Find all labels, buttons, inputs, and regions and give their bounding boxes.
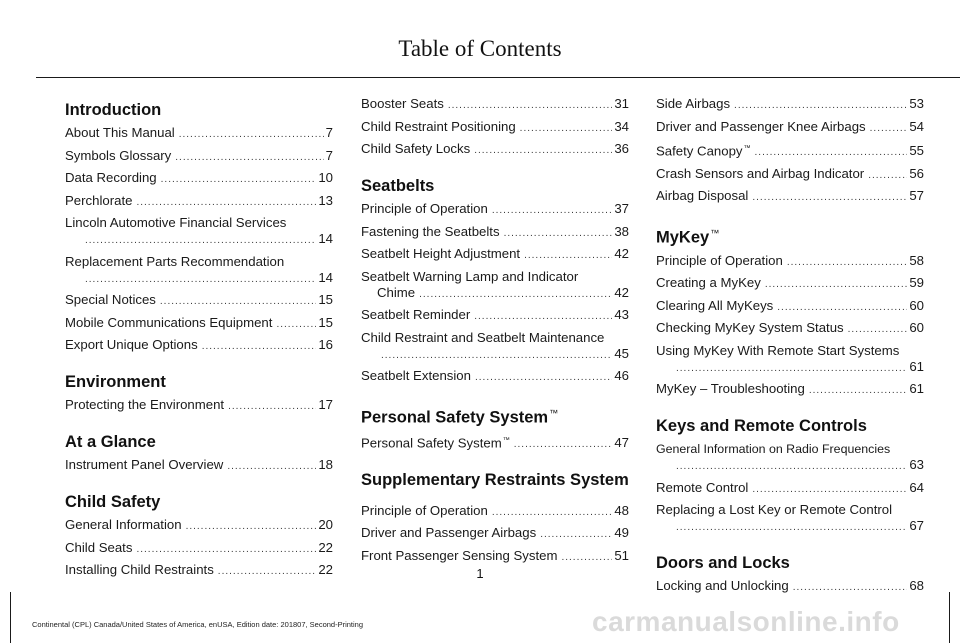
toc-entry[interactable] <box>361 246 629 264</box>
entry-line <box>361 548 629 566</box>
entry-page-number: 18 <box>318 457 333 472</box>
dot-leader <box>186 519 317 535</box>
dot-leader <box>765 277 908 293</box>
entry-line <box>361 224 629 242</box>
entry-title <box>65 215 286 231</box>
dot-leader <box>136 195 316 211</box>
entry-title <box>65 315 272 331</box>
entry-line <box>656 119 924 137</box>
entry-line <box>65 170 333 188</box>
entry-line <box>361 269 629 285</box>
entry-title-text: Driver and Passenger Knee Airbags <box>656 118 866 134</box>
toc-entry[interactable] <box>656 96 924 114</box>
trademark-symbol: ™ <box>743 145 751 152</box>
entry-title-text: Lincoln Automotive Financial Services <box>65 215 287 230</box>
entry-page-number: 47 <box>614 434 629 450</box>
entry-page-number: 63 <box>909 457 924 473</box>
entry-title-text: Locking and Unlocking <box>656 578 789 594</box>
entry-page-number: 68 <box>909 578 924 594</box>
entry-title-text: Driver and Passenger Airbags <box>361 525 537 541</box>
entry-line <box>656 166 924 184</box>
entry-title-text: General Information on Radio Frequencies <box>656 442 891 457</box>
toc-entry[interactable] <box>656 141 924 161</box>
entry-page-number: 7 <box>325 147 333 163</box>
entry-title-text: Special Notices <box>65 292 156 307</box>
entry-title <box>656 298 773 314</box>
entry-title <box>361 269 578 285</box>
section-heading <box>656 415 924 437</box>
entry-page-number: 53 <box>909 96 924 111</box>
entry-title <box>361 548 557 564</box>
entry-title <box>361 307 470 323</box>
entry-title <box>65 517 182 533</box>
entry-page-number: 45 <box>614 345 629 361</box>
toc-entry[interactable] <box>361 96 629 114</box>
entry-title-text: Side Airbags <box>656 96 731 111</box>
toc-entry[interactable] <box>361 224 629 242</box>
entry-title-text: Front Passenger Sensing System <box>361 547 558 563</box>
trademark-symbol: ™ <box>710 228 720 239</box>
entry-page-number: 49 <box>614 525 629 541</box>
toc-entry[interactable] <box>656 275 924 293</box>
entry-title <box>361 119 516 135</box>
entry-title-text: Clearing All MyKeys <box>656 297 774 313</box>
entry-line <box>361 201 629 219</box>
toc-entry[interactable] <box>361 433 629 453</box>
entry-title <box>361 525 536 541</box>
toc-column-2 <box>361 96 629 570</box>
toc-column-3 <box>656 96 924 601</box>
entry-title-text: Crash Sensors and Airbag Indicator <box>656 165 865 181</box>
entry-page-number: 13 <box>318 192 333 208</box>
entry-page-number: 22 <box>318 539 333 555</box>
entry-page-number: 31 <box>614 96 629 111</box>
section-heading-text: Personal Safety System <box>361 408 549 427</box>
entry-page-number: 22 <box>318 562 333 577</box>
dot-leader <box>809 383 908 399</box>
entry-line <box>65 254 333 270</box>
dot-leader <box>474 143 612 159</box>
entry-page-number: 37 <box>614 201 629 216</box>
dot-leader <box>381 348 612 364</box>
toc-entry[interactable] <box>656 381 924 399</box>
entry-page-number: 48 <box>614 502 629 518</box>
entry-line <box>656 320 924 338</box>
dot-leader <box>475 370 612 386</box>
entry-page-number: 54 <box>909 118 924 134</box>
entry-line <box>361 141 629 159</box>
entry-title <box>656 141 751 159</box>
entry-title-text: Data Recording <box>65 170 157 185</box>
entry-page-number: 61 <box>909 381 924 397</box>
dot-leader <box>276 317 316 333</box>
entry-page-number: 10 <box>318 170 333 185</box>
toc-entry[interactable] <box>361 201 629 219</box>
entry-line <box>65 125 333 143</box>
entry-continuation <box>361 346 629 364</box>
entry-title <box>656 253 783 269</box>
toc-entry[interactable] <box>65 215 333 249</box>
entry-title-text: Safety Canopy <box>656 143 743 159</box>
dot-leader <box>448 98 612 114</box>
entry-title <box>361 201 488 217</box>
entry-line <box>656 441 924 457</box>
entry-line <box>656 381 924 399</box>
entry-title-text: Replacement Parts Recommendation <box>65 253 285 269</box>
dot-leader <box>419 287 612 303</box>
entry-title <box>656 343 899 359</box>
entry-title <box>65 170 157 186</box>
entry-title-text: Principle of Operation <box>656 252 783 268</box>
toc-entry[interactable] <box>65 315 333 333</box>
dot-leader <box>136 542 316 558</box>
dot-leader <box>161 172 317 188</box>
section-heading-text: Seatbelts <box>361 177 435 195</box>
toc-entry[interactable] <box>65 457 333 475</box>
entry-line <box>65 292 333 310</box>
entry-page-number: 15 <box>318 292 333 307</box>
toc-entry[interactable] <box>65 292 333 310</box>
entry-title <box>361 141 470 157</box>
toc-entry[interactable] <box>361 119 629 137</box>
entry-page-number: 64 <box>909 479 924 495</box>
toc-entry[interactable] <box>656 298 924 316</box>
section-heading <box>65 431 333 453</box>
entry-title-text: Child Seats <box>65 539 133 555</box>
entry-title-text: Export Unique Options <box>65 337 198 352</box>
entry-line <box>65 193 333 211</box>
dot-leader <box>492 505 613 521</box>
toc-entry[interactable] <box>656 253 924 271</box>
entry-title <box>361 330 604 346</box>
dot-leader <box>848 322 908 338</box>
section-heading-text: At a Glance <box>65 433 156 451</box>
section-heading-text: Doors and Locks <box>656 554 790 573</box>
entry-line <box>361 330 629 346</box>
entry-title-text: Using MyKey With Remote Start Systems <box>656 342 900 358</box>
entry-page-number: 15 <box>318 314 333 330</box>
toc-entry[interactable] <box>361 141 629 159</box>
entry-line <box>656 141 924 161</box>
entry-line <box>361 119 629 137</box>
entry-title-text: Protecting the Environment <box>65 397 225 412</box>
section-heading <box>65 99 333 121</box>
entry-title-text: Installing Child Restraints <box>65 562 214 577</box>
entry-title-text: Instrument Panel Overview <box>65 457 224 472</box>
entry-page-number: 7 <box>325 125 333 140</box>
entry-line <box>361 368 629 386</box>
entry-title-text: Booster Seats <box>361 96 444 111</box>
entry-page-number: 43 <box>614 307 629 322</box>
entry-line <box>656 275 924 293</box>
dot-leader <box>561 550 612 566</box>
dot-leader <box>752 190 907 206</box>
entry-title <box>656 502 892 518</box>
entry-title <box>65 125 175 141</box>
trademark-symbol: ™ <box>502 436 510 444</box>
entry-title-text: Symbols Glossary <box>65 147 172 163</box>
entry-title <box>65 193 132 209</box>
toc-entry[interactable] <box>361 503 629 521</box>
entry-page-number: 34 <box>614 118 629 134</box>
entry-page-number: 55 <box>909 143 924 159</box>
dot-leader <box>676 520 907 536</box>
toc-entry[interactable] <box>65 170 333 188</box>
entry-title-text: MyKey – Troubleshooting <box>656 381 805 397</box>
dot-leader <box>524 248 612 264</box>
entry-title <box>65 292 156 308</box>
entry-line <box>65 457 333 475</box>
dot-leader <box>514 437 613 453</box>
toc-entry[interactable] <box>361 368 629 386</box>
entry-title <box>361 433 510 451</box>
entry-page-number: 59 <box>909 275 924 291</box>
entry-continuation <box>656 457 924 475</box>
entry-title-text: Checking MyKey System Status <box>656 320 844 336</box>
entry-line <box>361 246 629 264</box>
entry-page-number: 60 <box>909 297 924 313</box>
entry-title-text: Mobile Communications Equipment <box>65 314 273 330</box>
dot-leader <box>85 272 316 288</box>
dot-leader <box>793 580 908 596</box>
entry-continuation <box>656 359 924 377</box>
toc-entry[interactable] <box>656 320 924 338</box>
section-heading <box>656 222 924 249</box>
dot-leader <box>227 459 316 475</box>
toc-entry[interactable] <box>656 166 924 184</box>
dot-leader <box>160 294 316 310</box>
crop-mark-left <box>10 592 11 643</box>
entry-line <box>65 337 333 355</box>
entry-line <box>656 480 924 498</box>
title-rule <box>36 77 960 78</box>
entry-title-text: General Information <box>65 517 182 532</box>
page-title: Table of Contents <box>398 36 562 61</box>
entry-title-text: Seatbelt Reminder <box>361 307 471 322</box>
dot-leader <box>676 361 907 377</box>
dot-leader <box>870 121 908 137</box>
entry-line <box>65 397 333 415</box>
entry-page-number: 58 <box>909 252 924 268</box>
toc-entry[interactable] <box>656 502 924 536</box>
entry-title-text: Seatbelt Warning Lamp and Indicator <box>361 268 579 284</box>
entry-page-number: 51 <box>614 547 629 563</box>
entry-line <box>656 96 924 114</box>
entry-line <box>65 540 333 558</box>
entry-line <box>65 517 333 535</box>
entry-title <box>361 368 471 384</box>
entry-page-number: 57 <box>909 188 924 204</box>
trademark-symbol: ™ <box>549 408 559 418</box>
entry-line <box>656 578 924 596</box>
entry-title <box>65 254 284 270</box>
dot-leader <box>474 309 612 325</box>
entry-continuation <box>656 518 924 536</box>
section-heading-text: MyKey <box>656 228 710 247</box>
entry-page-number: 67 <box>909 518 924 534</box>
entry-page-number: 16 <box>318 337 333 352</box>
entry-title <box>656 119 866 135</box>
entry-title-text: Replacing a Lost Key or Remote Control <box>656 502 893 518</box>
watermark: carmanualsonline.info <box>592 606 900 637</box>
section-heading <box>361 175 629 197</box>
dot-leader <box>492 203 613 219</box>
entry-line <box>361 433 629 453</box>
toc-entry[interactable] <box>361 307 629 325</box>
toc-entry[interactable] <box>65 125 333 143</box>
entry-title-text: Creating a MyKey <box>656 275 761 291</box>
entry-title <box>361 96 444 112</box>
entry-line <box>656 343 924 359</box>
toc-entry[interactable] <box>65 193 333 211</box>
entry-title-text: Fastening the Seatbelts <box>361 223 500 239</box>
entry-page-number: 61 <box>909 358 924 374</box>
dot-leader <box>202 339 317 355</box>
entry-title-text: Principle of Operation <box>361 201 488 216</box>
entry-continuation <box>65 270 333 288</box>
entry-title <box>65 457 223 473</box>
entry-line <box>656 298 924 316</box>
toc-entry[interactable] <box>656 188 924 206</box>
entry-title-text: Personal Safety System <box>361 434 502 450</box>
toc-entry[interactable] <box>65 254 333 288</box>
entry-page-number: 60 <box>909 320 924 336</box>
edition-footer: Continental (CPL) Canada/United States of America, enUSA, Edition date: 201807, Second-Printing <box>32 620 364 629</box>
entry-line <box>656 188 924 206</box>
section-heading-text: Child Safety <box>65 493 161 511</box>
entry-title <box>656 188 748 204</box>
toc-entry[interactable] <box>65 517 333 535</box>
toc-column-1 <box>65 96 333 585</box>
entry-title-text: Seatbelt Height Adjustment <box>361 246 521 261</box>
dot-leader <box>179 127 324 143</box>
entry-continuation <box>65 231 333 249</box>
entry-title <box>361 224 500 240</box>
toc-entry[interactable] <box>656 119 924 137</box>
entry-title <box>656 441 890 457</box>
entry-title <box>656 275 761 291</box>
section-heading <box>361 469 629 491</box>
dot-leader <box>777 300 907 316</box>
entry-title <box>656 166 864 182</box>
section-heading-text: Keys and Remote Controls <box>656 417 867 436</box>
entry-title <box>656 96 730 112</box>
dot-leader <box>85 233 316 249</box>
entry-title-text: Seatbelt Extension <box>361 368 471 383</box>
crop-mark-right <box>949 592 950 643</box>
section-heading <box>65 371 333 393</box>
entry-title-text: Child Restraint and Seatbelt Maintenance <box>361 329 605 345</box>
entry-page-number: 20 <box>318 517 333 532</box>
dot-leader <box>175 150 323 166</box>
entry-line <box>65 215 333 231</box>
entry-page-number: 42 <box>614 284 629 300</box>
entry-page-number: 38 <box>614 223 629 239</box>
entry-title-continued: Chime <box>377 284 416 300</box>
section-heading-text: Introduction <box>65 101 162 119</box>
entry-title <box>656 320 844 336</box>
entry-title <box>65 397 224 413</box>
toc-entry[interactable] <box>65 397 333 415</box>
entry-line <box>656 253 924 271</box>
entry-title-text: Child Safety Locks <box>361 141 471 156</box>
entry-title-text: Child Restraint Positioning <box>361 118 516 134</box>
dot-leader <box>228 399 316 415</box>
page-number: 1 <box>476 566 484 581</box>
section-heading <box>65 491 333 513</box>
entry-line <box>361 96 629 114</box>
entry-page-number: 14 <box>318 231 333 246</box>
dot-leader <box>540 527 612 543</box>
dot-leader <box>755 145 908 161</box>
entry-page-number: 56 <box>909 165 924 181</box>
toc-entry[interactable] <box>656 343 924 377</box>
dot-leader <box>752 482 907 498</box>
entry-title-text: About This Manual <box>65 125 175 140</box>
entry-line <box>65 148 333 166</box>
toc-entry[interactable] <box>656 578 924 596</box>
section-heading-text: Supplementary Restraints System <box>361 470 629 489</box>
toc-entry[interactable] <box>361 548 629 566</box>
toc-entry[interactable] <box>65 337 333 355</box>
toc-entry[interactable] <box>361 269 629 303</box>
section-heading <box>361 402 629 429</box>
entry-title <box>65 337 198 353</box>
dot-leader <box>504 226 613 242</box>
toc-entry[interactable] <box>656 441 924 475</box>
entry-line <box>65 315 333 333</box>
entry-title-text: Perchlorate <box>65 192 133 208</box>
section-heading-text: Environment <box>65 373 166 391</box>
entry-title-text: Principle of Operation <box>361 502 488 518</box>
dot-leader <box>868 168 907 184</box>
entry-page-number: 14 <box>318 269 333 285</box>
entry-title <box>361 246 520 262</box>
entry-line <box>361 525 629 543</box>
entry-line <box>361 503 629 521</box>
entry-title <box>65 148 171 164</box>
entry-line <box>656 502 924 518</box>
entry-line <box>361 307 629 325</box>
dot-leader <box>787 255 908 271</box>
entry-page-number: 36 <box>614 141 629 156</box>
entry-page-number: 46 <box>614 368 629 383</box>
entry-page-number: 42 <box>614 246 629 261</box>
dot-leader <box>520 121 613 137</box>
entry-title <box>656 381 805 397</box>
entry-title-text: Airbag Disposal <box>656 188 749 204</box>
toc-entry[interactable] <box>656 480 924 498</box>
toc-entry[interactable] <box>361 330 629 364</box>
toc-entry[interactable] <box>65 540 333 558</box>
toc-entry[interactable] <box>361 525 629 543</box>
toc-entry[interactable] <box>65 148 333 166</box>
dot-leader <box>734 98 907 114</box>
entry-page-number: 17 <box>318 397 333 412</box>
dot-leader <box>676 459 907 475</box>
entry-title <box>361 503 488 519</box>
entry-title-text: Remote Control <box>656 479 749 495</box>
entry-continuation <box>361 285 629 303</box>
entry-title <box>65 540 132 556</box>
entry-title <box>656 480 748 496</box>
